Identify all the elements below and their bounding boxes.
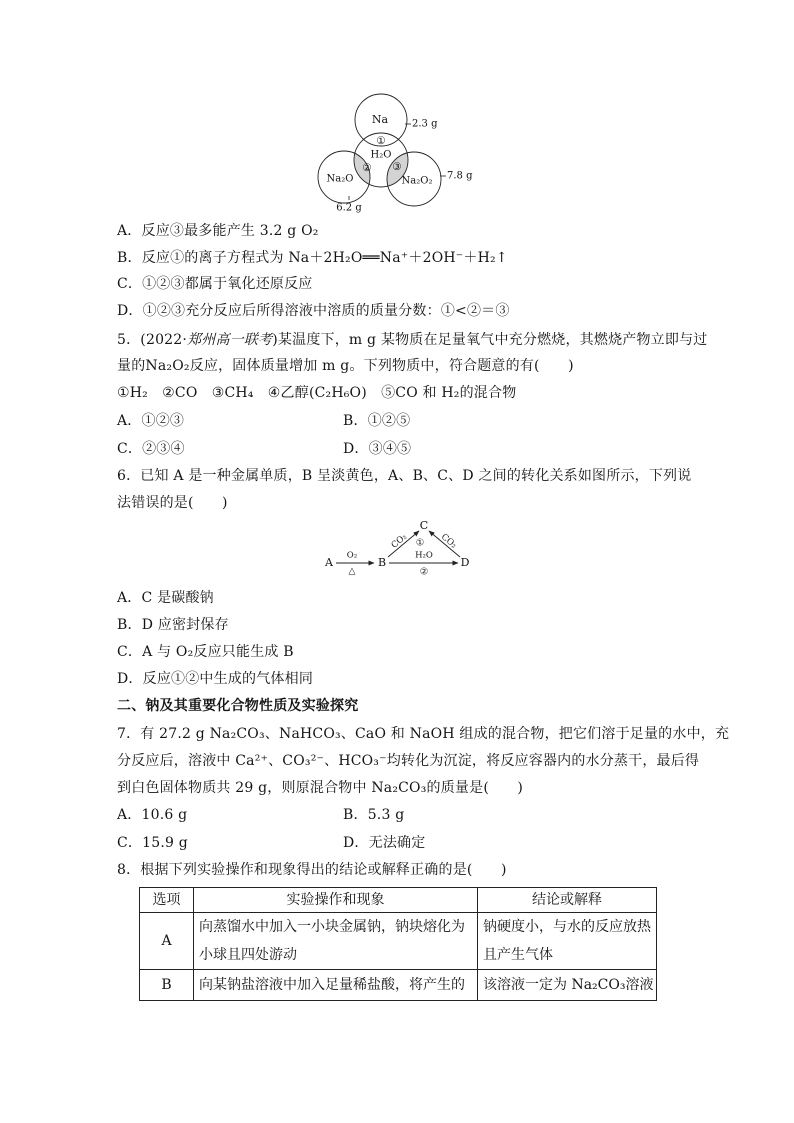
q5-stem-text: )某温度下，m g 某物质在足量氧气中充分燃烧，其燃烧产物立即与过 bbox=[272, 332, 708, 348]
reaction-2-marker: ② bbox=[419, 566, 429, 578]
row-conclusion bbox=[478, 970, 657, 1001]
q5-stem-line-1 bbox=[117, 330, 707, 350]
q8-stem: 8．根据下列实验操作和现象得出的结论或解释正确的是( ) bbox=[117, 862, 507, 878]
q6-stem-line-2: 法错误的是( ) bbox=[117, 495, 228, 511]
na2o-label: Na₂O bbox=[326, 173, 354, 185]
q7-stem-line-3: 到白色固体物质共 29 g，则原混合物中 Na₂CO₃的质量是( ) bbox=[117, 780, 524, 796]
q4-option-d: D．①②③充分反应后所得溶液中溶质的质量分数：①<②＝③ bbox=[117, 303, 510, 319]
node-b: B bbox=[377, 556, 387, 569]
co2-left-label: CO₂ bbox=[389, 532, 410, 551]
q4-option-c: C．①②③都属于氧化还原反应 bbox=[117, 276, 313, 292]
q5-source: 郑州高一联考 bbox=[187, 332, 273, 348]
o2-label: O₂ bbox=[346, 550, 358, 561]
q6-option-d: D．反应①②中生成的气体相同 bbox=[117, 671, 314, 687]
na-mass-label: 2.3 g bbox=[412, 118, 438, 130]
q5-option-d: D．③④⑤ bbox=[343, 441, 412, 457]
heat-label: △ bbox=[348, 566, 356, 577]
row-operation bbox=[194, 970, 478, 1001]
q5-substance-list: ①H₂ ②CO ③CH₄ ④乙醇(C₂H₆O) ⑤CO 和 H₂的混合物 bbox=[117, 385, 517, 401]
table-row bbox=[140, 913, 657, 970]
reaction-3-marker: ③ bbox=[392, 161, 402, 173]
na2o-mass-label: 6.2 g bbox=[336, 202, 362, 214]
q5-stem-line-2: 量的Na₂O₂反应，固体质量增加 m g。下列物质中，符合题意的有( ) bbox=[117, 358, 574, 374]
q7-option-c: C．15.9 g bbox=[117, 835, 188, 851]
node-a: A bbox=[325, 556, 333, 569]
reaction-2-marker: ② bbox=[362, 162, 372, 174]
header-operation: 实验操作和现象 bbox=[194, 888, 478, 913]
section-heading: 二、钠及其重要化合物性质及实验探究 bbox=[117, 698, 359, 714]
reaction-1-marker: ① bbox=[376, 135, 386, 147]
table-header-row bbox=[140, 888, 657, 913]
conclusion-line: 该溶液一定为 Na₂CO₃溶液 bbox=[483, 977, 654, 993]
q7-option-b: B．5.3 g bbox=[343, 807, 405, 823]
q6-option-c: C．A 与 O₂反应只能生成 B bbox=[117, 644, 294, 660]
row-label: A bbox=[140, 913, 194, 970]
q5-option-b: B．①②⑤ bbox=[343, 413, 411, 429]
q5-option-c: C．②③④ bbox=[117, 441, 185, 457]
q5-number: 5．(2022· bbox=[117, 332, 188, 348]
q7-stem-line-2: 分反应后，溶液中 Ca²⁺、CO₃²⁻、HCO₃⁻均转化为沉淀，将反应容器内的水分蒸干，最后得 bbox=[117, 753, 700, 769]
table-row bbox=[140, 970, 657, 1001]
h2o-label: H₂O bbox=[415, 550, 433, 561]
q5-option-a: A．①②③ bbox=[117, 413, 185, 429]
q4-option-b: B．反应①的离子方程式为 Na＋2H₂O══Na⁺＋2OH⁻＋H₂↑ bbox=[117, 250, 508, 266]
row-label: B bbox=[140, 970, 194, 1001]
reaction-1-marker: ① bbox=[415, 537, 425, 549]
q6-option-b: B．D 应密封保存 bbox=[117, 617, 229, 633]
na2o2-mass-label: 7.8 g bbox=[447, 170, 473, 182]
q6-stem-line-1: 6．已知 A 是一种金属单质，B 呈淡黄色，A、B、C、D 之间的转化关系如图所示，下列说 bbox=[117, 468, 692, 484]
conversion-diagram bbox=[318, 515, 478, 580]
reaction-circles-diagram bbox=[300, 88, 490, 220]
node-d: D bbox=[460, 556, 470, 569]
q7-option-d: D．无法确定 bbox=[343, 835, 426, 851]
na2o2-label: Na₂O₂ bbox=[401, 175, 433, 187]
q7-option-a: A．10.6 g bbox=[117, 807, 188, 823]
q7-stem-line-1: 7．有 27.2 g Na₂CO₃、NaHCO₃、CaO 和 NaOH 组成的混合物，把它们溶于足量的水中，充 bbox=[117, 726, 730, 742]
header-option: 选项 bbox=[140, 888, 194, 913]
operation-line: 向某钠盐溶液中加入足量稀盐酸，将产生的 bbox=[199, 977, 465, 993]
conclusion-line: 且产生气体 bbox=[483, 947, 553, 963]
q6-option-a: A．C 是碳酸钠 bbox=[117, 590, 214, 606]
na-label: Na bbox=[371, 113, 389, 126]
conclusion-line: 钠硬度小，与水的反应放热 bbox=[483, 919, 651, 935]
row-conclusion bbox=[478, 913, 657, 970]
q4-option-a: A．反应③最多能产生 3.2 g O₂ bbox=[117, 223, 319, 239]
header-conclusion: 结论或解释 bbox=[478, 888, 657, 913]
operation-line: 小球且四处游动 bbox=[199, 947, 297, 963]
operation-line: 向蒸馏水中加入一小块金属钠，钠块熔化为 bbox=[199, 919, 465, 935]
row-operation bbox=[194, 913, 478, 970]
node-c: C bbox=[419, 519, 429, 532]
h2o-label: H₂O bbox=[370, 149, 392, 161]
co2-right-label: CO₂ bbox=[438, 532, 459, 551]
experiment-table bbox=[139, 887, 657, 1001]
